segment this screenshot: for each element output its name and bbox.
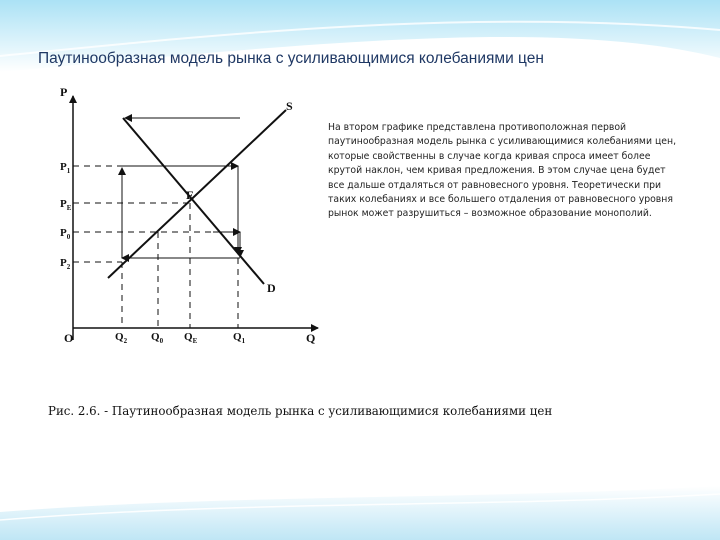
- quantity-label-q2: $Q_2$: [115, 331, 128, 345]
- figure-caption: Рис. 2.6. - Паутинообразная модель рынка с усиливающимися колебаниями цен: [48, 404, 553, 418]
- price-label-p2: $P_2$: [60, 257, 71, 271]
- demand-label: D: [267, 281, 276, 295]
- guide-lines: [73, 166, 238, 328]
- price-label-pe: $P_E$: [60, 198, 72, 212]
- price-label-p0: $P_0$: [60, 227, 71, 241]
- quantity-label-qe: $Q_E$: [184, 331, 198, 345]
- origin-label: O: [64, 331, 74, 345]
- description-text: На втором графике представлена противоположная первой паутинообразная модель рынка с усиливающимися колебаниями цен, которые свойственны в случае когда кривая спроса имеет более крутой наклон, чем кривая предложения. В этом случае цена будет все дальше отдаляться от равновесного уровня. Теоретически при таких колебаниях и все большего отдаления от равновесного уровня рынок может разрушиться – возможное образование монополий.: [328, 122, 677, 220]
- cobweb-diagram: [50, 82, 340, 354]
- equilibrium-label: E: [186, 188, 195, 202]
- slide-title: Паутинообразная модель рынка с усиливающимися колебаниями цен: [38, 50, 544, 67]
- quantity-label-q0: $Q_0$: [151, 331, 164, 345]
- quantity-label-q1: $Q_1$: [233, 331, 246, 345]
- supply-label: S: [286, 99, 293, 113]
- supply-curve: [108, 110, 286, 278]
- x-axis-label: Q: [306, 331, 316, 345]
- price-label-p1: $P_1$: [60, 161, 71, 175]
- y-axis-label: P: [60, 85, 68, 99]
